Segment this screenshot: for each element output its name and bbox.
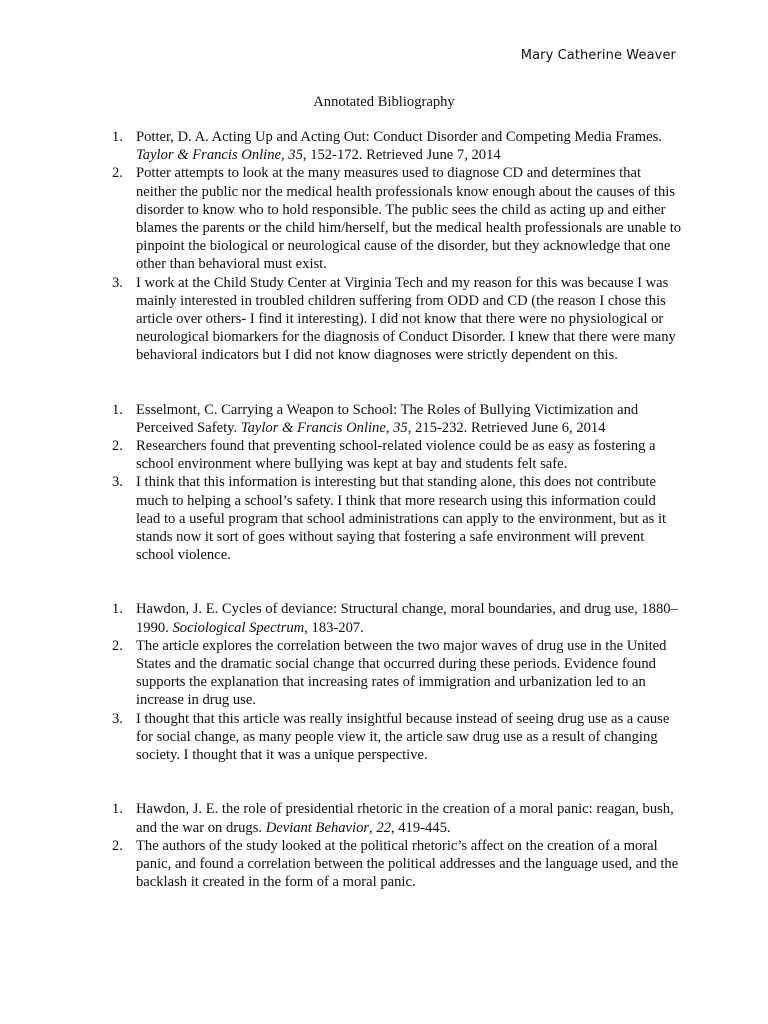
document-title: Annotated Bibliography	[313, 94, 455, 110]
summary-text: The article explores the correlation between the two major waves of drug use in the United States and the dramatic social change that occurred during these periods. Evidence found supports the explanation that increasing rates of immigration and urbanization led to an increase in drug use.	[136, 637, 667, 709]
citation-item	[112, 401, 682, 437]
volume-number: 35	[393, 419, 408, 436]
summary-item	[112, 164, 682, 273]
item-number: 3.	[112, 710, 123, 727]
item-number: 3.	[112, 274, 123, 291]
item-number: 1.	[112, 129, 123, 145]
item-number: 2.	[112, 637, 123, 654]
item-number: 1.	[112, 601, 123, 618]
item-number: 3.	[112, 474, 123, 491]
citation-text: Esselmont, C. Carrying a Weapon to School: The Roles of Bullying Victimization and Perceived Safety. Taylor & Francis Online, 35, 215-232. Retrieved June 6, 2014	[136, 401, 639, 436]
citation-text: Hawdon, J. E. the role of presidential rhetoric in the creation of a moral panic: reagan, bush, and the war on drugs. Deviant Behavior, 22, 419-445.	[136, 801, 674, 836]
summary-item	[112, 837, 682, 892]
reflection-item	[112, 274, 682, 365]
author-name: Mary Catherine Weaver	[520, 48, 676, 63]
journal-name: Sociological Spectrum	[172, 619, 305, 636]
reflection-item	[112, 710, 682, 765]
item-number: 1.	[112, 801, 123, 818]
volume-number: 22	[376, 819, 391, 836]
bibliography-entry-esselmont	[112, 401, 682, 565]
journal-name: Taylor & Francis Online	[240, 419, 386, 436]
item-number: 2.	[112, 165, 123, 182]
item-number: 2.	[112, 438, 123, 455]
bibliography-entry-hawdon-cycles	[112, 600, 682, 764]
summary-text: Researchers found that preventing school-related violence could be as easy as fostering a school environment where bullying was kept at bay and students felt safe.	[136, 438, 656, 473]
bibliography-entry-hawdon-rhetoric	[112, 800, 682, 891]
citation-text: Hawdon, J. E. Cycles of deviance: Structural change, moral boundaries, and drug use, 1880–1990. Sociological Spectrum, 183-207.	[136, 601, 678, 636]
summary-text: Potter attempts to look at the many measures used to diagnose CD and determines that neither the public nor the medical health professionals know enough about the causes of this disorder to know who to hold responsible. The public sees the child as acting up and either blames the parents or the child him/herself, but the medical health professionals are unable to pinpoint the biological or neurological cause of the disorder, but they acknowledge that one other than behavioral must exist.	[136, 165, 682, 273]
citation-text: Potter, D. A. Acting Up and Acting Out: Conduct Disorder and Competing Media Frames. Taylor & Francis Online, 35, 152-172. Retrieved June 7, 2014	[136, 129, 662, 164]
reflection-item	[112, 473, 682, 564]
reflection-text: I work at the Child Study Center at Virginia Tech and my reason for this was because I was mainly interested in troubled children suffering from ODD and CD (the reason I chose this article over others- I find it interesting). I did not know that there were no physiological or neurological biomarkers for the diagnosis of Conduct Disorder. I knew that there were many behavioral indicators but I did not know diagnoses were strictly dependent on this.	[136, 274, 676, 364]
summary-text: The authors of the study looked at the political rhetoric’s affect on the creation of a moral panic, and found a correlation between the political addresses and the language used, and the backlash it created in the form of a moral panic.	[136, 837, 679, 891]
volume-number: 35	[288, 147, 303, 164]
citation-item	[112, 128, 682, 164]
bibliography-list	[112, 128, 682, 927]
reflection-text: I thought that this article was really insightful because instead of seeing drug use as a cause for social change, as many people view it, the article saw drug use as a result of changing society. I thought that it was a unique perspective.	[136, 710, 670, 764]
citation-item	[112, 800, 682, 836]
citation-item	[112, 600, 682, 636]
reflection-text: I think that this information is interesting but that standing alone, this does not contribute much to helping a school’s safety. I think that more research using this information could lead to a useful program that school administrations can apply to the environment, but as it stands now it sort of goes without saying that fostering a safe environment will prevent school violence.	[136, 474, 667, 564]
item-number: 1.	[112, 401, 123, 418]
journal-name: Deviant Behavior	[265, 819, 370, 836]
summary-item	[112, 637, 682, 710]
item-number: 2.	[112, 837, 123, 854]
summary-item	[112, 437, 682, 473]
journal-name: Taylor & Francis Online	[136, 147, 281, 164]
bibliography-entry-potter	[112, 128, 682, 365]
